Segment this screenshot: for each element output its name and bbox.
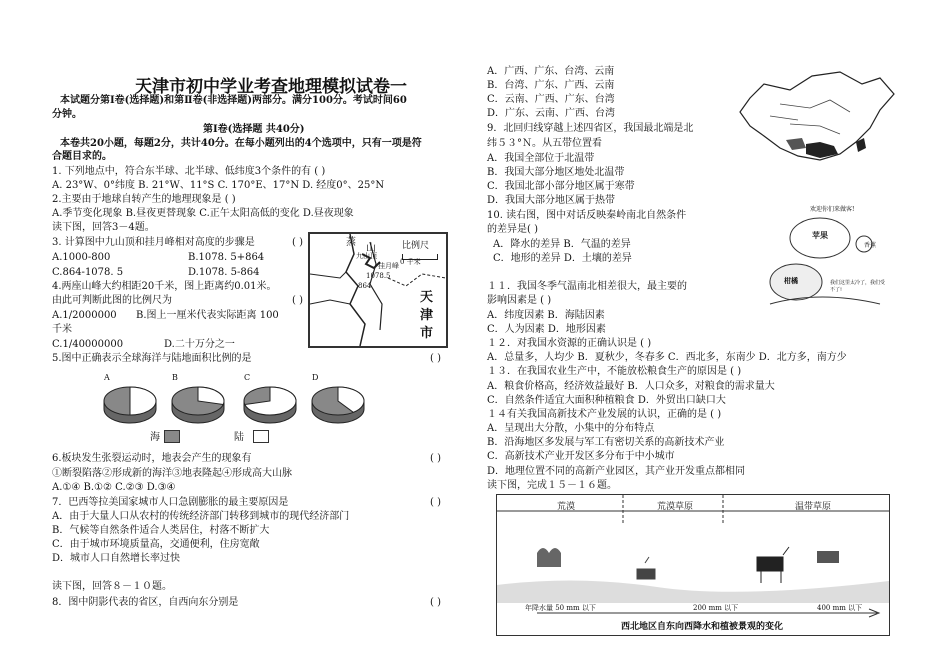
peak-label: 九山顶 bbox=[356, 252, 377, 260]
instruction-line: 读下图，完成１５－１６题。 bbox=[487, 480, 617, 491]
option-line: C．地形的差异 D．土壤的差异 bbox=[493, 253, 632, 264]
cartoon-text: 香蕉 bbox=[864, 242, 877, 249]
question-line: １４有关我国高新技术产业发展的认识，正确的是 ( ) bbox=[487, 409, 722, 420]
peak-label: 挂月峰 bbox=[378, 262, 399, 270]
option-line: A.季节变化现象 B.昼夜更替现象 C.正午太阳高低的变化 D.昼夜现象 bbox=[52, 208, 354, 219]
map-label: 天 bbox=[420, 290, 434, 305]
option-line: 千米 bbox=[52, 324, 72, 335]
question-line: 纬５３°Ｎ。从五带位置看 bbox=[487, 138, 602, 149]
legend-land-swatch bbox=[253, 430, 269, 443]
paren: ( ) bbox=[292, 295, 303, 306]
option-line: C.1/40000000 bbox=[52, 339, 124, 350]
map-label: 蒸 bbox=[346, 237, 356, 248]
scale-label: 比例尺 bbox=[402, 241, 430, 251]
cartoon-text: 我们这里太冷了，我们受不了! bbox=[830, 280, 886, 293]
option-line: A．呈现出大分散，小集中的分布特点 bbox=[487, 423, 655, 434]
option-line: A．降水的差异 B．气温的差异 bbox=[493, 239, 631, 250]
axis-label: 400 mm 以下 bbox=[817, 604, 863, 612]
cartoon-text: 欢迎你们来做客! bbox=[810, 206, 855, 213]
page-title: 天津市初中学业考查地理模拟试卷一 bbox=[135, 77, 407, 97]
option-line: C．云南、广西、广东、台湾 bbox=[487, 94, 615, 105]
option-line: B．台湾、广东、广西、云南 bbox=[487, 80, 615, 91]
option-line: D．广东、云南、广西、台湾 bbox=[487, 108, 616, 119]
figure-caption: 西北地区自东向西降水和植被景观的变化 bbox=[621, 622, 784, 632]
pie-chart-C bbox=[240, 375, 300, 425]
option-line: D．城市人口自然增长率过快 bbox=[52, 553, 181, 564]
map-label: 山 bbox=[366, 243, 376, 254]
option-line: A．纬度因素 B．海陆因素 bbox=[487, 310, 605, 321]
option-line: A．我国全部位于北温带 bbox=[487, 153, 595, 164]
question-line: 5.图中正确表示全球海洋与陆地面积比例的是 bbox=[52, 353, 252, 364]
question-line: １１．我国冬季气温南北相差很大，最主要的 bbox=[487, 281, 687, 292]
option-line: C．人为因素 D．地形因素 bbox=[487, 324, 606, 335]
option-line: A．广西、广东、台湾、云南 bbox=[487, 66, 615, 77]
option-line: D．我国大部分地区属于热带 bbox=[487, 195, 616, 206]
intro-line-2: 分钟。 bbox=[52, 109, 82, 120]
option-line: D.二十万分之一 bbox=[164, 339, 235, 350]
option-line: A．由于大量人口从农村的传统经济部门转移到城市的现代经济部门 bbox=[52, 511, 350, 522]
axis-label: 年降水量 50 mm 以下 bbox=[525, 604, 596, 612]
question-line: 8．图中阴影代表的省区，自西向东分别是 bbox=[52, 597, 239, 608]
question-line: 的差异是( ) bbox=[487, 224, 538, 235]
legend-sea-label: 海 bbox=[150, 432, 160, 443]
question-line: 10. 读右图，图中对话反映秦岭南北自然条件 bbox=[487, 210, 687, 221]
pie-chart-D bbox=[308, 375, 368, 425]
option-line: C．由于城市环境质量高，交通便利，住房宽敞 bbox=[52, 539, 260, 550]
option-line: B．沿海地区多发展与军工有密切关系的高新技术产业 bbox=[487, 437, 725, 448]
map-label: 市 bbox=[420, 326, 434, 341]
paren: ( ) bbox=[430, 353, 441, 364]
question-line: 7．巴西等拉美国家城市人口急剧膨胀的最主要原因是 bbox=[52, 497, 289, 508]
elevation-label: 1078.5 bbox=[366, 272, 391, 280]
intro-line-1: 本试题分第Ⅰ卷(选择题)和第Ⅱ卷(非选择题)两部分。满分100分。考试时间60 bbox=[60, 95, 407, 106]
paren: ( ) bbox=[430, 497, 441, 508]
landscape-art bbox=[497, 495, 889, 635]
scale-text: 0 千米 bbox=[400, 258, 421, 266]
pie-label: D bbox=[312, 373, 319, 382]
question-line: 3. 计算图中九山顶和挂月峰相对高度的步骤是 bbox=[52, 237, 255, 248]
option-line: D.1078. 5-864 bbox=[188, 267, 260, 278]
option-line: A．粮食价格高，经济效益最好 B．人口众多，对粮食的需求量大 bbox=[487, 381, 775, 392]
section-desc-2: 合题目求的。 bbox=[52, 151, 112, 162]
legend-sea-swatch bbox=[164, 430, 180, 443]
option-line: B．我国大部分地区地处北温带 bbox=[487, 167, 625, 178]
option-line: C．自然条件适宜大面积种植粮食 D．外贸出口缺口大 bbox=[487, 395, 726, 406]
elevation-label: 864 bbox=[358, 282, 372, 290]
question-line: 影响因素是 ( ) bbox=[487, 295, 552, 306]
option-line: C.864-1078. 5 bbox=[52, 267, 124, 278]
option-line: A.①④ B.①② C.②③ D.③④ bbox=[52, 482, 176, 493]
option-line: B.1078. 5+864 bbox=[188, 252, 265, 263]
question-line: 2.主要由于地球自转产生的地理现象是 ( ) bbox=[52, 194, 236, 205]
option-line: A.1/2000000 bbox=[52, 310, 117, 321]
question-line: 9．北回归线穿越上述四省区，我国最北端是北 bbox=[487, 123, 694, 134]
paren: ( ) bbox=[430, 453, 441, 464]
option-line: A.1000-800 bbox=[52, 252, 111, 263]
map-label: 津 bbox=[420, 308, 434, 323]
paren: ( ) bbox=[292, 237, 303, 248]
question-line: 1. 下列地点中，符合东半球、北半球、低纬度3个条件的有 ( ) bbox=[52, 166, 326, 177]
cartoon-text: 苹果 bbox=[812, 230, 828, 240]
instruction-line: 读下图，回答3－4题。 bbox=[52, 222, 155, 233]
question-line: １３．在我国农业生产中，不能放松粮食生产的原因是 ( ) bbox=[487, 366, 742, 377]
landscape-header: 荒漠 bbox=[557, 502, 576, 512]
landscape-header: 温带草原 bbox=[795, 502, 832, 512]
pie-chart-B bbox=[168, 375, 228, 425]
landscape-figure bbox=[496, 494, 890, 636]
pie-land-slice bbox=[198, 387, 224, 404]
tianjin-map bbox=[308, 232, 448, 348]
pie-label: B bbox=[172, 373, 178, 382]
legend-land-label: 陆 bbox=[234, 432, 244, 443]
axis-label: 200 mm 以下 bbox=[693, 604, 739, 612]
option-line: B．气候等自然条件适合人类居住，村落不断扩大 bbox=[52, 525, 270, 536]
question-line: 4.两座山峰大约相距20千米，图上距离约0.01米。 bbox=[52, 281, 277, 292]
question-line: 6.板块发生张裂运动时，地表会产生的现象有 bbox=[52, 453, 252, 464]
option-line: C．我国北部小部分地区属于寒带 bbox=[487, 181, 635, 192]
cartoon-figure bbox=[760, 200, 890, 310]
option-line: A. 23°W、0°纬度 B. 21°W、11°S C. 170°E、17°N D. 经度0°、25°N bbox=[52, 180, 385, 191]
landscape-header: 荒漠草原 bbox=[657, 502, 694, 512]
pie-chart-A bbox=[100, 375, 160, 425]
option-line: A．总量多，人均少 B．夏秋少，冬春多 C．西北多，东南少 D．北方多，南方少 bbox=[487, 352, 847, 363]
option-line: D．地理位置不同的高新产业园区，其产业开发重点都相同 bbox=[487, 466, 746, 477]
cartoon-text: 柑橘 bbox=[784, 276, 798, 285]
option-line: C．高新技术产业开发区多分布于中小城市 bbox=[487, 451, 675, 462]
option-line: B.图上一厘米代表实际距离 100 bbox=[136, 310, 279, 321]
instruction-line: 读下图，回答８－１０题。 bbox=[52, 581, 172, 592]
paren: ( ) bbox=[430, 597, 441, 608]
option-line: ①断裂陷落②形成新的海洋③地表隆起④形成高大山脉 bbox=[52, 468, 292, 479]
section-desc-1: 本卷共20小题，每题2分，共计40分。在每小题列出的4个选项中，只有一项是符 bbox=[60, 138, 422, 149]
china-map bbox=[720, 64, 900, 164]
pie-label: A bbox=[104, 373, 110, 382]
section-title: 第Ⅰ卷(选择题 共40分) bbox=[203, 124, 305, 135]
pie-label: C bbox=[244, 373, 251, 382]
question-line: １２．对我国水资源的正确认识是 ( ) bbox=[487, 338, 652, 349]
question-line: 由此可判断此图的比例尺为 bbox=[52, 295, 172, 306]
